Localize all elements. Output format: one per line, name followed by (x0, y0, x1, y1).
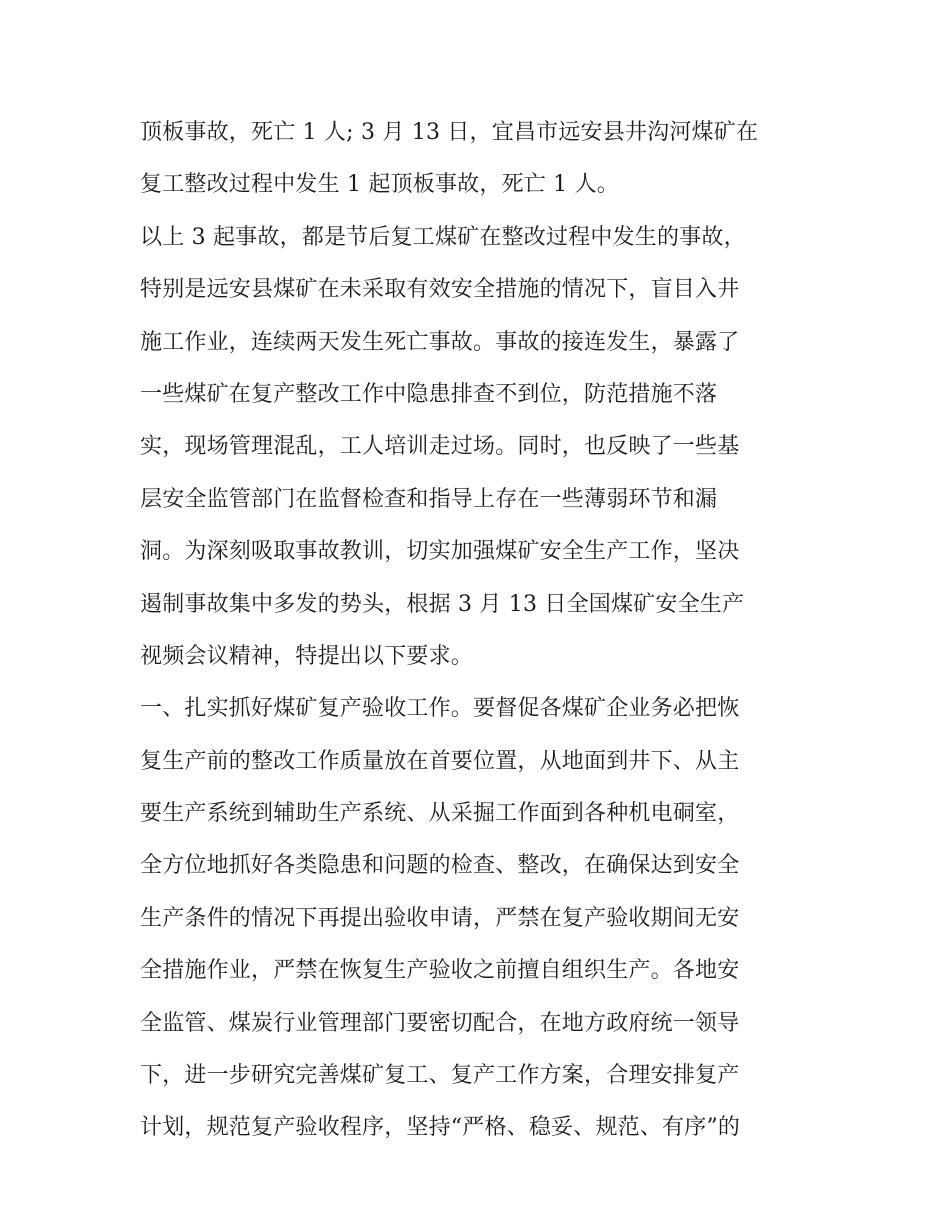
text-line: 以上 3 起事故，都是节后复工煤矿在整改过程中发生的事故， (140, 224, 746, 250)
text-line: 顶板事故，死亡 1 人; 3 月 13 日，宜昌市远安县井沟河煤矿在 (140, 120, 759, 145)
text-line: 生产条件的情况下再提出验收申请，严禁在复产验收期间无安 (140, 905, 740, 931)
text-line: 施工作业，连续两天发生死亡事故。事故的接连发生，暴露了 (140, 329, 740, 355)
text-line: 洞。为深刻吸取事故教训，切实加强煤矿安全生产工作，坚决 (140, 539, 740, 565)
text-line: 全监管、煤炭行业管理部门要密切配合，在地方政府统一领导 (140, 1010, 740, 1036)
text-line: 要生产系统到辅助生产系统、从采掘工作面到各种机电硐室， (140, 801, 740, 827)
text-line: 遏制事故集中多发的势头，根据 3 月 13 日全国煤矿安全生产 (140, 591, 745, 617)
text-line: 全方位地抓好各类隐患和问题的检查、整改，在确保达到安全 (140, 853, 740, 879)
text-line: 下，进一步研究完善煤矿复工、复产工作方案，合理安排复产 (140, 1063, 740, 1089)
text-line: 一些煤矿在复产整改工作中隐患排查不到位，防范措施不落 (140, 381, 718, 407)
text-line: 实，现场管理混乱，工人培训走过场。同时，也反映了一些基 (140, 434, 740, 460)
text-line: 层安全监管部门在监督检查和指导上存在一些薄弱环节和漏 (140, 486, 718, 512)
document-body (140, 107, 820, 1155)
text-line: 复生产前的整改工作质量放在首要位置，从地面到井下、从主 (140, 748, 740, 774)
text-line: 计划，规范复产验收程序，坚持“严格、稳妥、规范、有序”的 (140, 1115, 741, 1141)
text-line: 复工整改过程中发生 1 起顶板事故，死亡 1 人。 (140, 172, 619, 198)
text-line: 视频会议精神，特提出以下要求。 (140, 643, 474, 669)
text-line: 一、扎实抓好煤矿复产验收工作。要督促各煤矿企业务必把恢 (140, 696, 740, 722)
text-line: 特别是远安县煤矿在未采取有效安全措施的情况下，盲目入井 (140, 277, 740, 303)
text-line: 全措施作业，严禁在恢复生产验收之前擅自组织生产。各地安 (140, 958, 740, 984)
